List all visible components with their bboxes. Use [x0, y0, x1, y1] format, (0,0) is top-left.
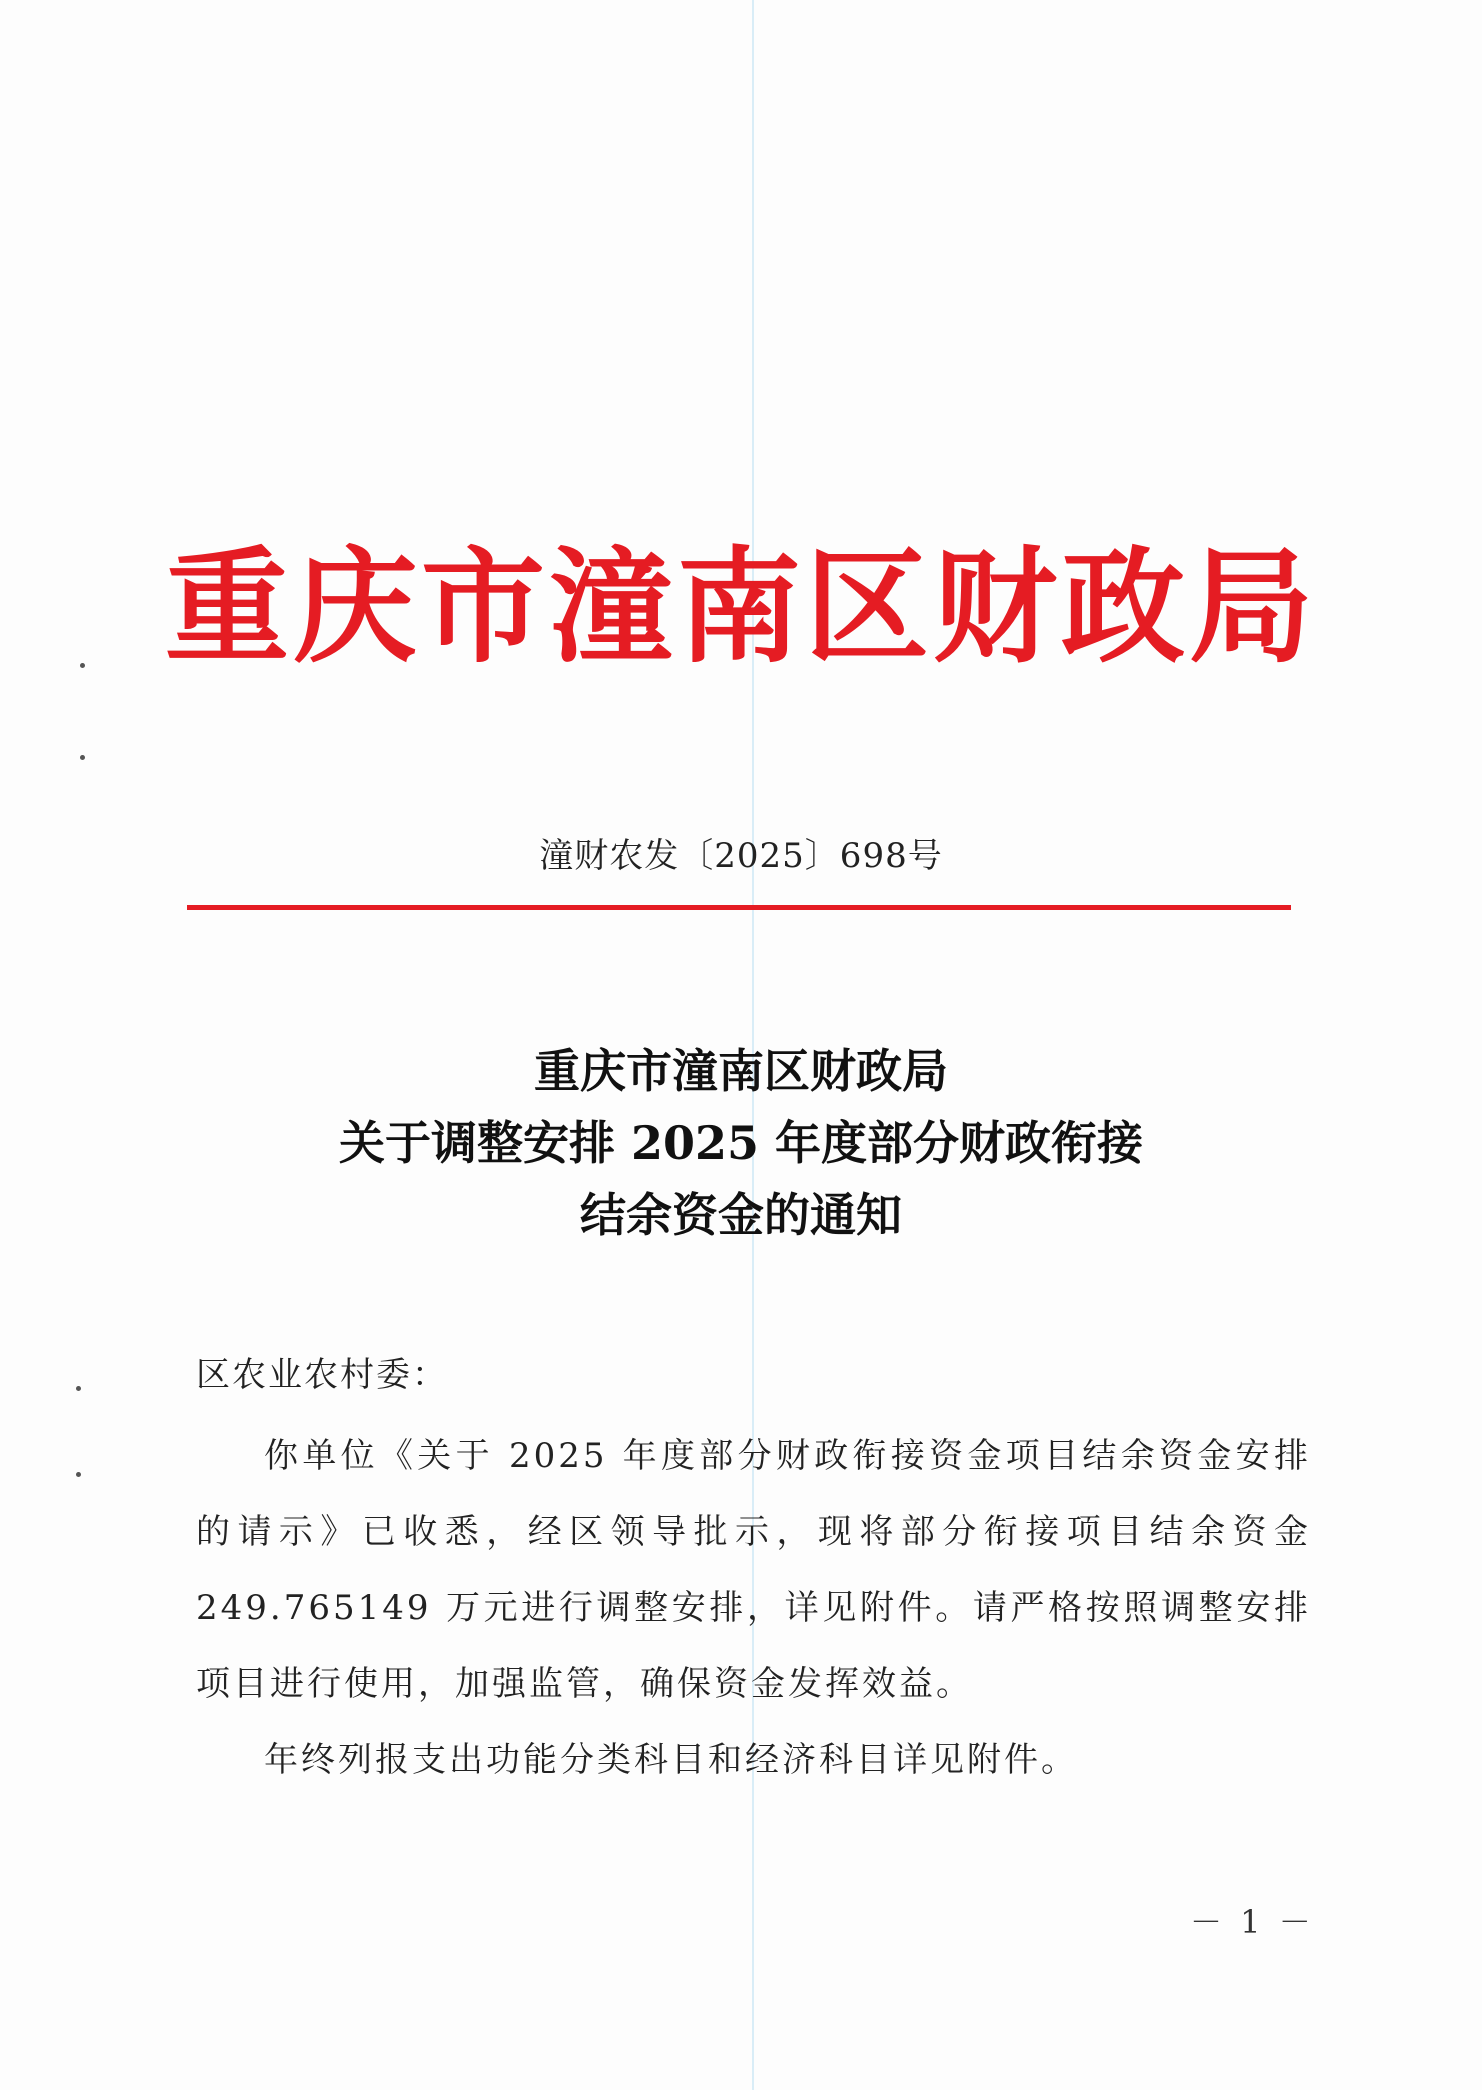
letterhead-divider [187, 905, 1291, 910]
document-title [0, 1035, 1482, 1251]
title-line-3: 结余资金的通知 [580, 1188, 902, 1242]
body-paragraph-1: 你单位《关于 2025 年度部分财政衔接资金项目结余资金安排的请示》已收悉，经区领导批示，现将部分衔接项目结余资金 249.765149 万元进行调整安排，详见附件。请严格按照调整安排项目进行使用，加强监管，确保资金发挥效益。 [196, 1436, 1311, 1704]
scan-speck [76, 1472, 81, 1477]
document-body [196, 1418, 1311, 1798]
title-line-1: 重庆市潼南区财政局 [534, 1044, 948, 1098]
letterhead-org-name: 重庆市潼南区财政局 [164, 535, 1317, 680]
document-number: 潼财农发〔2025〕698号 [539, 836, 943, 876]
body-paragraph-2: 年终列报支出功能分类科目和经济科目详见附件。 [264, 1740, 1078, 1780]
salutation: 区农业农村委： [196, 1355, 448, 1395]
title-line-2: 关于调整安排 2025 年度部分财政衔接 [338, 1116, 1144, 1170]
scan-speck [76, 1386, 81, 1391]
scan-speck [80, 755, 85, 760]
page-number: － 1 － [1190, 1903, 1315, 1941]
